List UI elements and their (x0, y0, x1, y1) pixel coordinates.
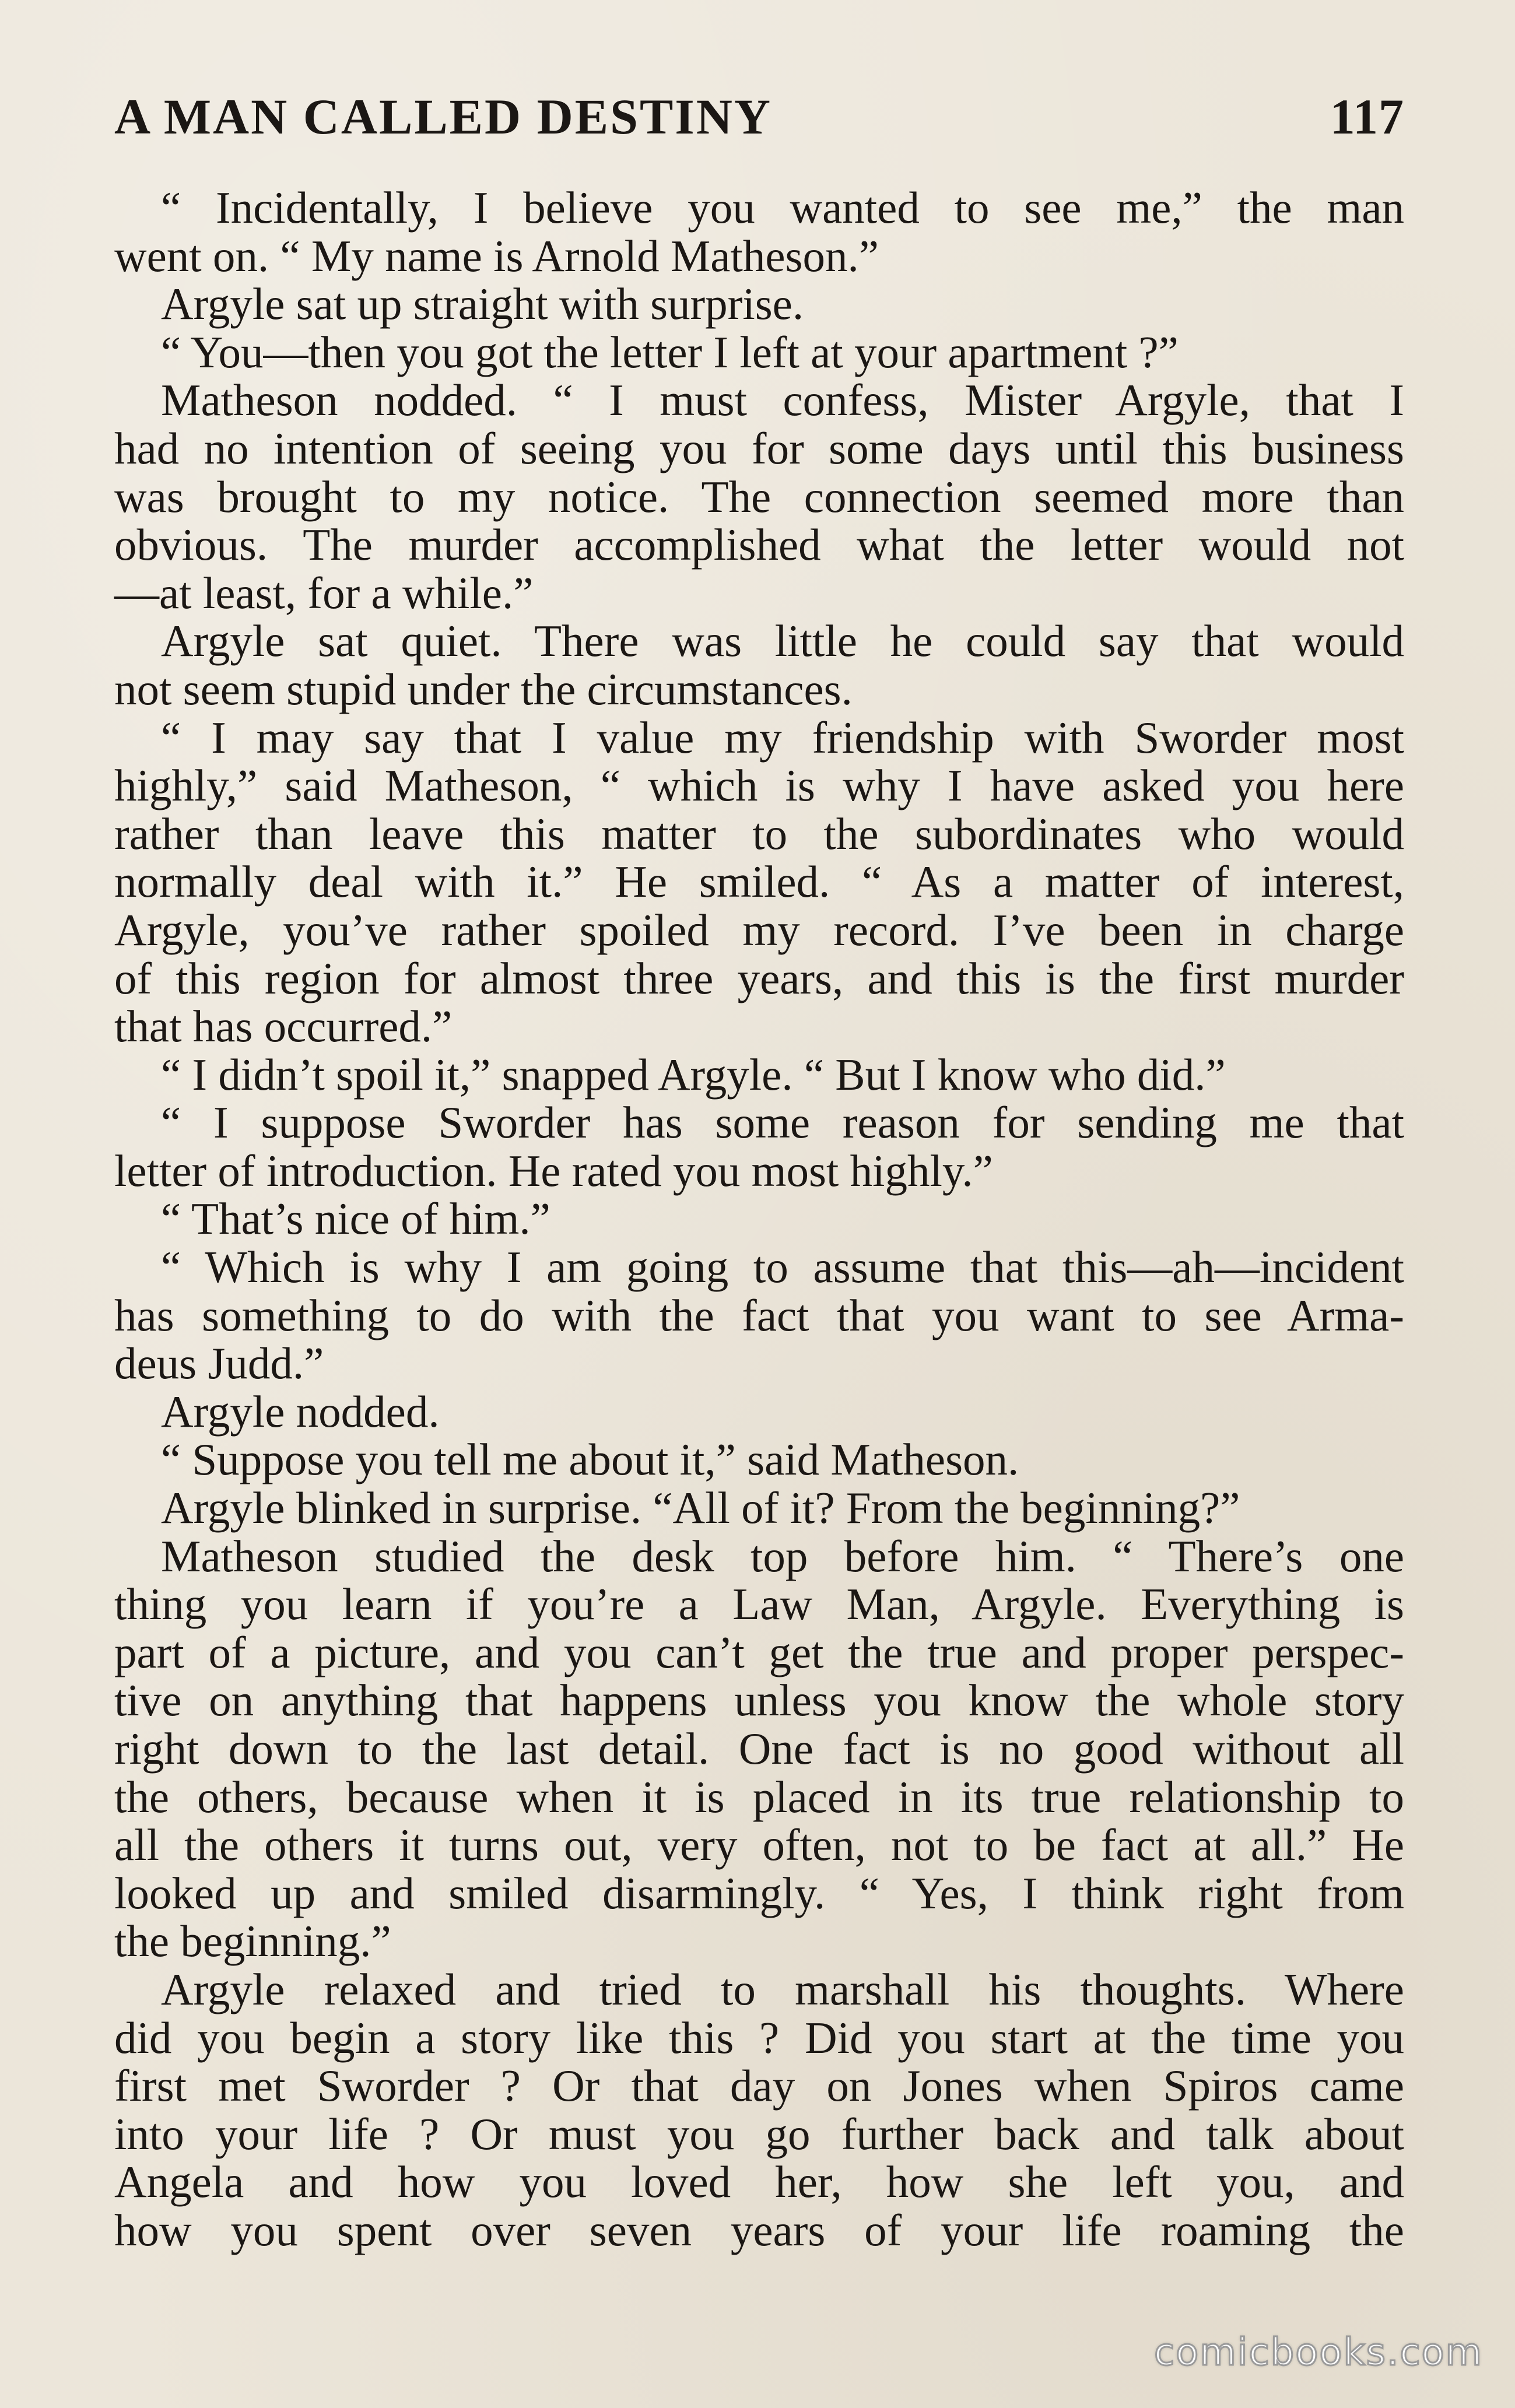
text-line: tive on anything that happens unless you know the whole story (114, 1675, 1404, 1726)
text-line: Argyle nodded. (161, 1386, 440, 1437)
body-text (114, 184, 1404, 2255)
text-line: highly,” said Matheson, “ which is why I have asked you here (114, 760, 1404, 811)
text-line: normally deal with it.” He smiled. “ As a matter of interest, (114, 857, 1404, 907)
text-line: “ I suppose Sworder has some reason for sending me that (161, 1097, 1404, 1148)
text-line: Argyle relaxed and tried to marshall his thoughts. Where (161, 1964, 1404, 2014)
text-line: went on. “ My name is Arnold Matheson.” (114, 230, 879, 281)
text-line: “ Incidentally, I believe you wanted to see me,” the man (161, 182, 1404, 233)
text-line: “ Which is why I am going to assume that this—ah—incident (161, 1242, 1404, 1293)
text-line: Angela and how you loved her, how she left you, and (114, 2157, 1404, 2207)
text-line: Matheson nodded. “ I must confess, Mister Argyle, that I (161, 375, 1404, 426)
text-line: not seem stupid under the circumstances. (114, 664, 853, 714)
text-line: looked up and smiled disarmingly. “ Yes, I think right from (114, 1868, 1404, 1918)
text-line: Matheson studied the desk top before him. “ There’s one (161, 1531, 1404, 1581)
text-line: “ Suppose you tell me about it,” said Matheson. (161, 1434, 1019, 1485)
paragraph (114, 617, 1404, 713)
text-line: Argyle blinked in surprise. “All of it? From the beginning?” (161, 1483, 1240, 1533)
running-header (114, 87, 1404, 152)
text-line: had no intention of seeing you for some days until this business (114, 423, 1404, 473)
text-line: into your life ? Or must you go further back and talk about (114, 2108, 1404, 2159)
text-line: Argyle sat up straight with surprise. (161, 279, 804, 329)
text-line: part of a picture, and you can’t get the true and proper perspec- (114, 1627, 1404, 1677)
text-line: how you spent over seven years of your life roaming the (114, 2205, 1404, 2255)
paragraph (114, 1243, 1404, 1388)
paragraph (114, 1484, 1404, 1532)
text-line: letter of introduction. He rated you most highly.” (114, 1145, 993, 1196)
text-line: Argyle, you’ve rather spoiled my record. I’ve been in charge (114, 904, 1404, 955)
text-line: first met Sworder ? Or that day on Jones when Spiros came (114, 2061, 1404, 2111)
text-line: thing you learn if you’re a Law Man, Argyle. Everything is (114, 1579, 1404, 1630)
paragraph (114, 328, 1404, 377)
text-line: did you begin a story like this ? Did you start at the time you (114, 2012, 1404, 2063)
paragraph (114, 1388, 1404, 1436)
paragraph (114, 714, 1404, 1051)
paragraph (114, 280, 1404, 328)
paragraph (114, 1965, 1404, 2255)
text-line: obvious. The murder accomplished what the letter would not (114, 519, 1404, 570)
page-number: 117 (1330, 89, 1404, 145)
paragraph (114, 184, 1404, 280)
text-line: rather than leave this matter to the subordinates who would (114, 808, 1404, 859)
watermark-logo: comicbooks.com (1153, 2331, 1483, 2374)
text-line: “ I may say that I value my friendship with Sworder most (161, 712, 1404, 763)
text-line: “ You—then you got the letter I left at your apartment ?” (161, 327, 1179, 377)
paragraph (114, 1532, 1404, 1965)
text-line: —at least, for a while.” (114, 567, 534, 618)
text-line: has something to do with the fact that you want to see Arma- (114, 1290, 1404, 1340)
text-line: “ I didn’t spoil it,” snapped Argyle. “ But I know who did.” (161, 1049, 1226, 1100)
text-line: “ That’s nice of him.” (161, 1194, 550, 1244)
paragraph (114, 1051, 1404, 1099)
paragraph (114, 376, 1404, 617)
text-line: was brought to my notice. The connection seemed more than (114, 471, 1404, 522)
text-line: of this region for almost three years, and this is the first murder (114, 953, 1404, 1003)
text-line: Argyle sat quiet. There was little he could say that would (161, 616, 1404, 666)
paragraph (114, 1098, 1404, 1195)
paragraph (114, 1435, 1404, 1484)
text-line: right down to the last detail. One fact is no good without all (114, 1723, 1404, 1774)
text-line: all the others it turns out, very often, not to be fact at all.” He (114, 1820, 1404, 1870)
paragraph (114, 1195, 1404, 1243)
book-title: A MAN CALLED DESTINY (114, 89, 772, 145)
text-line: that has occurred.” (114, 1001, 453, 1052)
text-line: deus Judd.” (114, 1338, 324, 1389)
text-line: the beginning.” (114, 1916, 391, 1967)
text-line: the others, because when it is placed in its true relationship to (114, 1771, 1404, 1822)
